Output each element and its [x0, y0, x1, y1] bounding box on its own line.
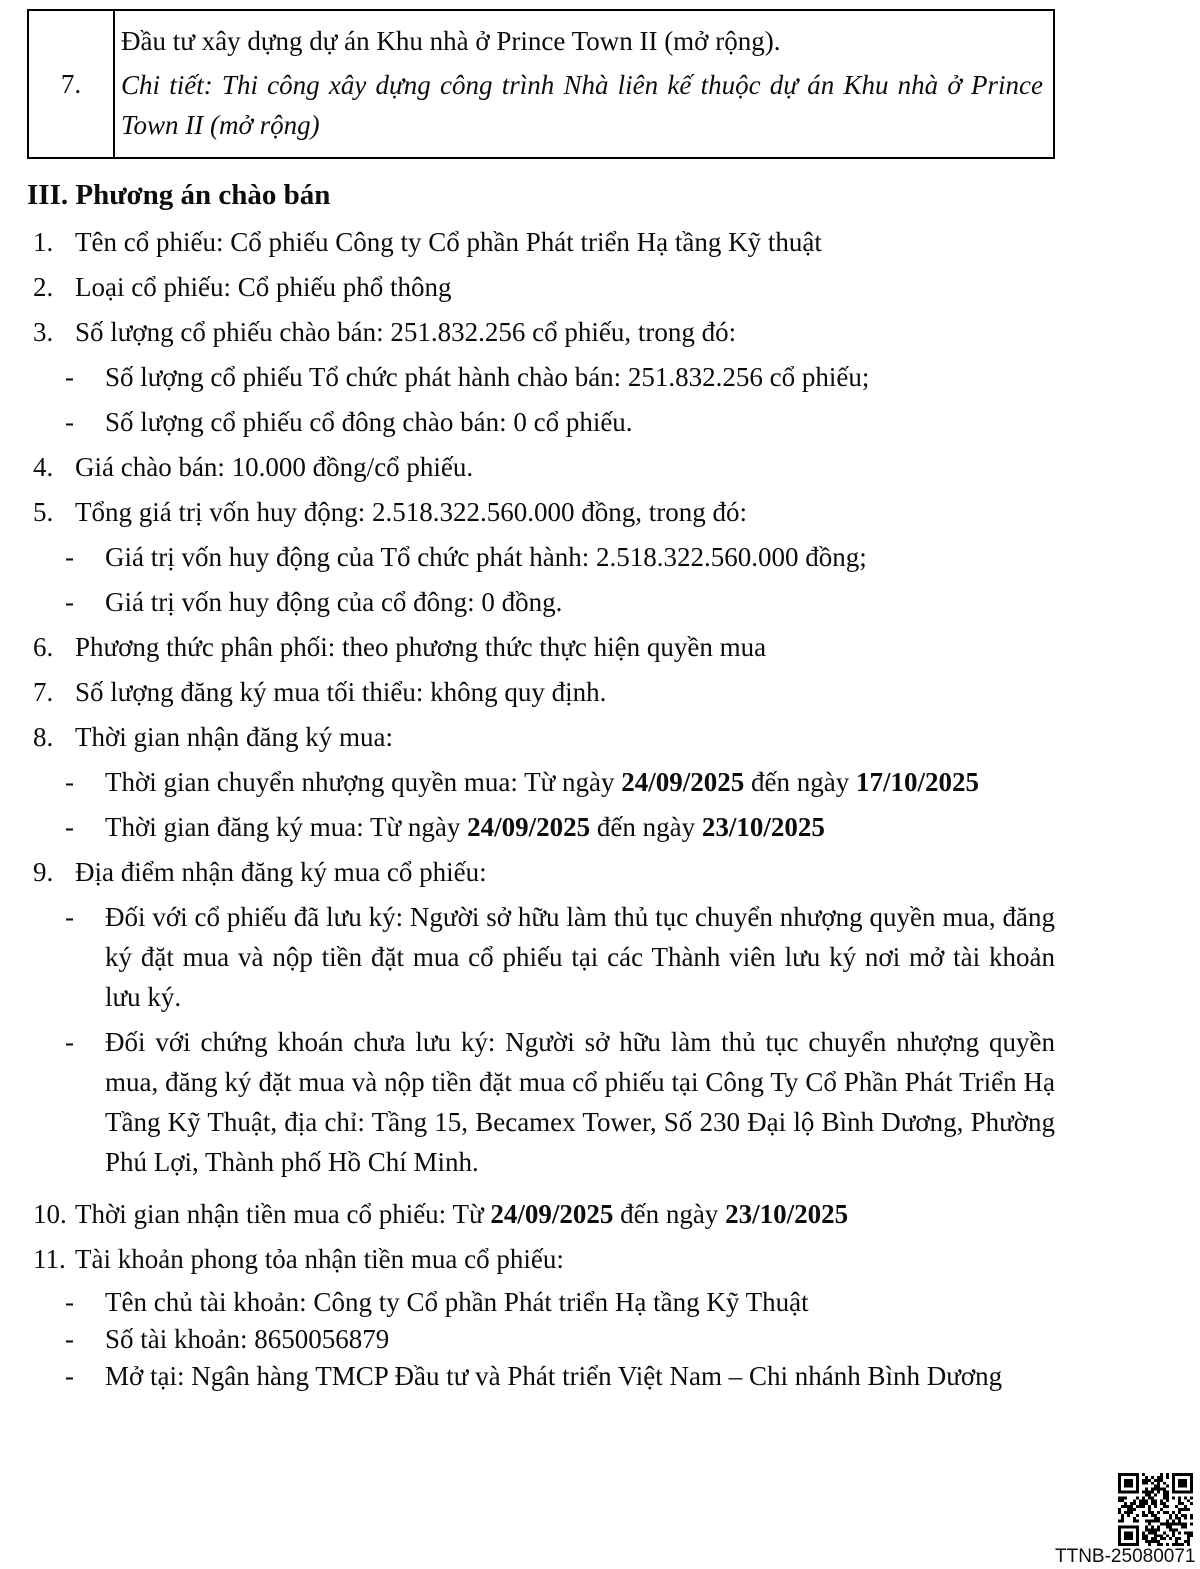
section-heading: III. Phương án chào bán	[27, 179, 331, 211]
list-item-1	[27, 222, 1055, 262]
list-item-7	[27, 672, 1055, 712]
date-value: 24/09/2025	[490, 1199, 614, 1229]
list-item-5	[27, 492, 1055, 532]
subitem-text: Đối với cổ phiếu đã lưu ký: Người sở hữu làm thủ tục chuyển nhượng quyền mua, đăng ký đặt mua và nộp tiền đặt mua cổ phiếu tại các Thành viên lưu ký nơi mở tài khoản lưu ký.	[105, 902, 1055, 1012]
item-text: Số lượng đăng ký mua tối thiểu: không quy định.	[75, 677, 607, 707]
project-table-row	[27, 9, 1055, 159]
dash-bullet: -	[65, 812, 74, 842]
dash-bullet: -	[65, 767, 74, 797]
date-value: 17/10/2025	[855, 767, 979, 797]
dash-bullet: -	[65, 587, 74, 617]
item-text: Thời gian nhận đăng ký mua:	[75, 722, 393, 752]
list-item-2	[27, 267, 1055, 307]
list-item-4	[27, 447, 1055, 487]
item-number: 5.	[33, 497, 54, 527]
list-item-8	[27, 717, 1055, 757]
item-text: Số lượng cổ phiếu chào bán: 251.832.256 cổ phiếu, trong đó:	[75, 317, 737, 347]
list-subitem	[27, 1022, 1055, 1182]
dash-bullet: -	[65, 1324, 74, 1354]
dash-bullet: -	[65, 902, 74, 932]
item-number: 2.	[33, 272, 54, 302]
item-number: 9.	[33, 857, 54, 887]
list-subitem	[27, 537, 1055, 577]
dash-bullet: -	[65, 1287, 74, 1317]
project-detail: Chi tiết: Thi công xây dựng công trình Nhà liên kế thuộc dự án Khu nhà ở Prince Town II (mở rộng)	[121, 70, 1043, 140]
list-item-11	[27, 1239, 1055, 1279]
list-subitem	[27, 897, 1055, 1017]
item-text: Phương thức phân phối: theo phương thức thực hiện quyền mua	[75, 632, 767, 662]
dash-bullet: -	[65, 542, 74, 572]
list-subitem	[27, 402, 1055, 442]
item-text: Tài khoản phong tỏa nhận tiền mua cổ phiếu:	[75, 1244, 564, 1274]
item-number: 10.	[33, 1199, 67, 1229]
list-item-6	[27, 627, 1055, 667]
dash-bullet: -	[65, 407, 74, 437]
item-number: 1.	[33, 227, 54, 257]
item-text: Loại cổ phiếu: Cổ phiếu phổ thông	[75, 272, 452, 302]
item-number: 7.	[33, 677, 54, 707]
document-stamp	[1055, 1473, 1195, 1567]
item-text: Tên cổ phiếu: Cổ phiếu Công ty Cổ phần Phát triển Hạ tầng Kỹ thuật	[75, 227, 822, 257]
item-text: Thời gian nhận tiền mua cổ phiếu: Từ 24/09/2025 đến ngày 23/10/2025	[75, 1199, 849, 1229]
table-row-content	[115, 11, 1053, 157]
list-subitem	[27, 1358, 1055, 1395]
list-subitem	[27, 357, 1055, 397]
list-subitem	[27, 582, 1055, 622]
qr-code	[1118, 1473, 1193, 1546]
list-subitem	[27, 1321, 1055, 1358]
item-text: Địa điểm nhận đăng ký mua cổ phiếu:	[75, 857, 487, 887]
item-text: Tổng giá trị vốn huy động: 2.518.322.560.000 đồng, trong đó:	[75, 497, 747, 527]
date-value: 24/09/2025	[621, 767, 745, 797]
subitem-text: Số lượng cổ phiếu Tổ chức phát hành chào bán: 251.832.256 cổ phiếu;	[105, 362, 870, 392]
list-item-10	[27, 1194, 1055, 1234]
dash-bullet: -	[65, 362, 74, 392]
list-item-3	[27, 312, 1055, 352]
subitem-text: Đối với chứng khoán chưa lưu ký: Người sở hữu làm thủ tục chuyển nhượng quyền mua, đăng ký đặt mua và nộp tiền đặt mua cổ phiếu tại Công Ty Cổ Phần Phát Triển Hạ Tầng Kỹ Thuật, địa chỉ: Tầng 15, Becamex Tower, Số 230 Đại lộ Bình Dương, Phường Phú Lợi, Thành phố Hồ Chí Minh.	[105, 1027, 1055, 1177]
date-value: 23/10/2025	[701, 812, 825, 842]
subitem-text: Giá trị vốn huy động của Tổ chức phát hành: 2.518.322.560.000 đồng;	[105, 542, 867, 572]
date-value: 23/10/2025	[725, 1199, 849, 1229]
document-id-label: TTNB-25080071	[1055, 1546, 1196, 1567]
subitem-text: Giá trị vốn huy động của cổ đông: 0 đồng.	[105, 587, 563, 617]
subitem-text: Tên chủ tài khoản: Công ty Cổ phần Phát triển Hạ tầng Kỹ Thuật	[105, 1287, 809, 1317]
subitem-text: Thời gian chuyển nhượng quyền mua: Từ ngày 24/09/2025 đến ngày 17/10/2025	[105, 767, 979, 797]
item-number: 4.	[33, 452, 54, 482]
subitem-text: Thời gian đăng ký mua: Từ ngày 24/09/2025 đến ngày 23/10/2025	[105, 812, 825, 842]
list-item-9	[27, 852, 1055, 892]
subitem-text: Mở tại: Ngân hàng TMCP Đầu tư và Phát triển Việt Nam – Chi nhánh Bình Dương	[105, 1361, 1003, 1391]
list-subitem	[27, 1284, 1055, 1321]
table-row-number: 7.	[29, 11, 115, 157]
dash-bullet: -	[65, 1027, 74, 1057]
item-number: 11.	[33, 1244, 66, 1274]
list-subitem	[27, 762, 1055, 802]
subitem-text: Số lượng cổ phiếu cổ đông chào bán: 0 cổ phiếu.	[105, 407, 633, 437]
item-number: 3.	[33, 317, 54, 347]
project-title: Đầu tư xây dựng dự án Khu nhà ở Prince Town II (mở rộng).	[121, 26, 781, 56]
subitem-text: Số tài khoản: 8650056879	[105, 1324, 390, 1354]
list-subitem	[27, 807, 1055, 847]
dash-bullet: -	[65, 1361, 74, 1391]
item-text: Giá chào bán: 10.000 đồng/cổ phiếu.	[75, 452, 474, 482]
item-number: 8.	[33, 722, 54, 752]
item-number: 6.	[33, 632, 54, 662]
date-value: 24/09/2025	[467, 812, 591, 842]
